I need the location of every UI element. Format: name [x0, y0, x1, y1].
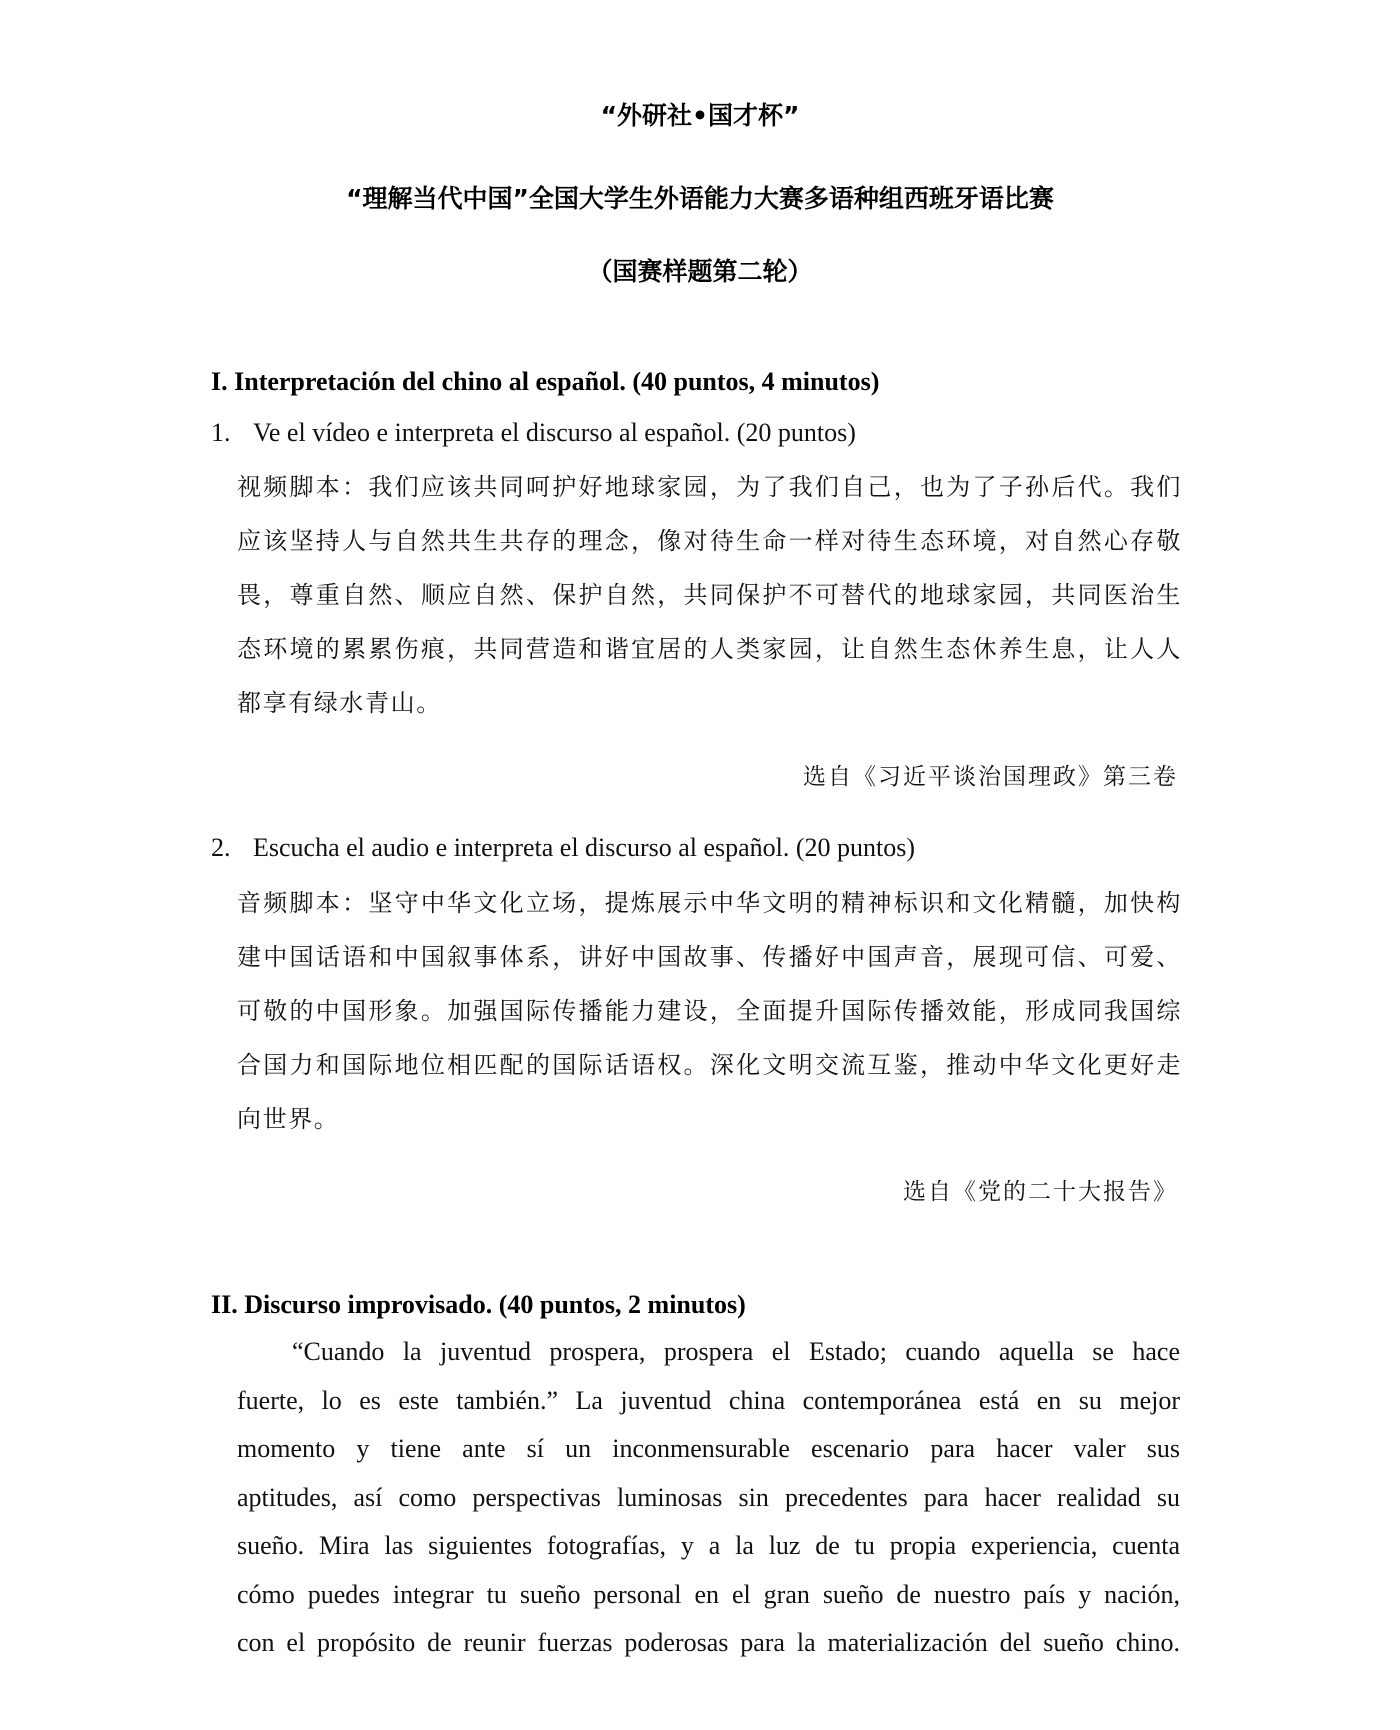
item-2-number: 2. — [211, 833, 231, 862]
prompt-line: aptitudes, así como perspectivas luminosas sin precedentes para hacer realidad su — [237, 1482, 1180, 1512]
item-2-source: 选自《党的二十大报告》 — [903, 1179, 1178, 1205]
prompt-line: con el propósito de reunir fuerzas poderosas para la materialización del sueño chino. — [237, 1628, 1180, 1657]
section-2-heading: II. Discurso improvisado. (40 puntos, 2 minutos) — [211, 1290, 746, 1319]
prompt-line: cómo puedes integrar tu sueño personal en el gran sueño de nuestro país y nación, — [237, 1579, 1180, 1609]
item-2-instruction-text: Escucha el audio e interpreta el discurso al español. (20 puntos) — [253, 833, 916, 862]
prompt-line: sueño. Mira las siguientes fotografías, y a la luz de tu propia experiencia, cuenta — [237, 1531, 1180, 1560]
prompt-line: momento y tiene ante sí un inconmensurable escenario para hacer valer sus — [237, 1434, 1180, 1463]
section-1-heading: I. Interpretación del chino al español. (40 puntos, 4 minutos) — [211, 367, 880, 396]
document-subtitle: “理解当代中国”全国大学生外语能力大赛多语种组西班牙语比赛 — [346, 184, 1054, 213]
item-1-source: 选自《习近平谈治国理政》第三卷 — [803, 764, 1178, 790]
item-1-script: 视频脚本：我们应该共同呵护好地球家园，为了我们自己，也为了子孙后代。我们应该坚持人与自然共生共存的理念，像对待生命一样对待生态环境，对自然心存敬畏，尊重自然、顺应自然、保护自然，共同保护不可替代的地球家园，共同医治生态环境的累累伤痕，共同营造和谐宜居的人类家园，让自然生态休养生息，让人人都享有绿水青山。 — [237, 473, 1182, 717]
prompt-line: fuerte, lo es este también.” La juventud china contemporánea está en su mejor — [237, 1385, 1180, 1415]
section-2-prompt — [237, 1328, 1180, 1668]
item-1-number: 1. — [211, 418, 231, 447]
item-1-instruction-text: Ve el vídeo e interpreta el discurso al español. (20 puntos) — [253, 418, 856, 447]
document-round: （国赛样题第二轮） — [587, 257, 813, 286]
item-2-script: 音频脚本：坚守中华文化立场，提炼展示中华文明的精神标识和文化精髓，加快构建中国话语和中国叙事体系，讲好中国故事、传播好中国声音，展现可信、可爱、可敬的中国形象。加强国际传播能力建设，全面提升国际传播效能，形成同我国综合国力和国际地位相匹配的国际话语权。深化文明交流互鉴，推动中华文化更好走向世界。 — [237, 889, 1182, 1133]
item-2-instruction — [211, 833, 915, 863]
item-1-instruction — [211, 418, 856, 448]
prompt-line: “Cuando la juventud prospera, prospera el Estado; cuando aquella se hace — [292, 1337, 1180, 1366]
document-title: “外研社•国才杯” — [600, 101, 800, 130]
